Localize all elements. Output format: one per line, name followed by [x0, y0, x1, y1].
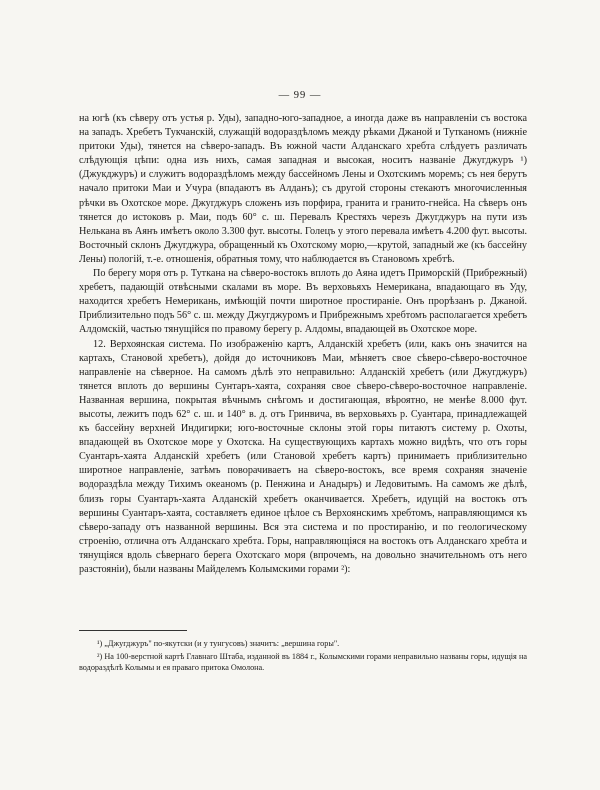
paragraph-2: По берегу моря отъ р. Туткана на сѣверо-востокъ вплоть до Аяна идетъ Приморскій (Прибрежный) хребетъ, падающій отвѣсными скалами въ море. Въ верховьяхъ Немерикана, впадающаго въ Уду, находится хребетъ Немерикань, имѣющій почти широтное простираніе. Онъ прорѣзанъ р. Джаной. Приблизительно подъ 56° с. ш. между Джугджуромъ и Прибрежнымъ хребтомъ располагается хребетъ Алдомскій, частью тянущійся по правому берегу р. Алдомы, впадающей въ Охотское море. — [79, 268, 527, 336]
footnote-1: ¹) „Джугджуръ" по-якутски (и у тунгусовъ) значитъ: „вершина горы". — [97, 639, 340, 648]
footnotes — [79, 638, 527, 675]
footnote-2: ²) На 100-верстной картѣ Главнаго Штаба, изданной въ 1884 г., Колымскими горами неправильно названы горы, идущія на водораздѣлѣ Колымы и ея праваго притока Омолона. — [79, 651, 527, 673]
paragraph-1: на югѣ (къ сѣверу отъ устья р. Уды), западно-юго-западное, а иногда даже въ направленіи съ востока на западъ. Хребетъ Тукчанскій, служащій водораздѣломъ между рѣками Джаной и Тутканомъ (нижніе притоки Уды), тянется на сѣверо-западъ. Въ южной части Алданскаго хребта слѣдуетъ различать слѣдующія цѣпи: одна изъ нихъ, самая западная и высокая, носитъ названіе Джугджуръ ¹) (Джукджуръ) и служитъ водораздѣломъ между бассейномъ Лены и Охотскимъ моремъ; съ нея берутъ начало притоки Маи и Учура (впадаютъ въ Алданъ); съ другой стороны стекаютъ многочисленныя рѣчки въ Охотское море. Джугджуръ сложенъ изъ порфира, гранита и гранито-гнейса. На сѣверъ онъ тянется до истоковъ р. Маи, подъ 60° с. ш. Перевалъ Крестяхъ черезъ Джугджуръ на пути изъ Нелькана въ Аянъ имѣетъ около 3.300 фут. высоты. Голецъ у этого перевала имѣетъ 4.200 фут. высоты. Восточный склонъ Джугджура, обращенный къ Охотскому морю,—крутой, западный же (къ бассейну Лены) пологій, т.-е. отношенія, обратныя тому, что наблюдается въ Становомъ хребтѣ. — [79, 113, 527, 265]
paragraph-3: 12. Верхоянская система. По изображенію картъ, Алданскій хребетъ (или, какъ онъ значится на картахъ, Становой хребетъ), дойдя до источниковъ Маи, мѣняетъ свое сѣверо-сѣверо-восточное направленіе на сѣверное. На самомъ дѣлѣ это неправильно: Алданскій хребетъ (или Джугджуръ) тянется вплоть до вершины Сунтаръ-хаята, сохраняя свое сѣверо-сѣверо-восточное направленіе. Названная вершина, покрытая вѣчнымъ снѣгомъ и достигающая, вѣроятно, не менѣе 8.000 фут. высоты, лежитъ подъ 62° с. ш. и 140° в. д. отъ Гринвича, въ верховьяхъ р. Суантара, принадлежащей къ бассейну верхней Индигирки; юго-восточные склоны этой горы питаютъ систему р. Охоты, впадающей въ Охотское море у Охотска. На существующихъ картахъ можно видѣть, что отъ горы Суантаръ-хаята Алданскій хребетъ (или Становой хребетъ картъ) принимаетъ приблизительно широтное направленіе, затѣмъ поворачиваетъ на сѣверо-востокъ, все время сохраняя значеніе водораздѣла между Тихимъ океаномъ (р. Пенжина и Анадыръ) и Ледовитымъ. На самомъ же дѣлѣ, близъ горы Суантаръ-хаята Алданскій хребетъ оканчивается. Хребетъ, идущій на востокъ отъ вершины Суантаръ-хаята, составляетъ единое цѣлое съ Верхоянскимъ хребтомъ, направляющимся къ сѣверо-западу отъ названной вершины. Вся эта система и по простиранію, и по геологическому строенію, отлична отъ Алданскаго хребта. Горы, направляющіяся на востокъ отъ Алданскаго хребта и тянущіяся вдоль сѣвернаго берега Охотскаго моря (впрочемъ, на довольно значительномъ отъ него разстояніи), были названы Майделемъ Колымскими горами ²): — [79, 338, 527, 575]
footnote-divider — [79, 630, 187, 631]
page-number: — 99 — — [278, 90, 322, 101]
main-text — [79, 112, 527, 577]
